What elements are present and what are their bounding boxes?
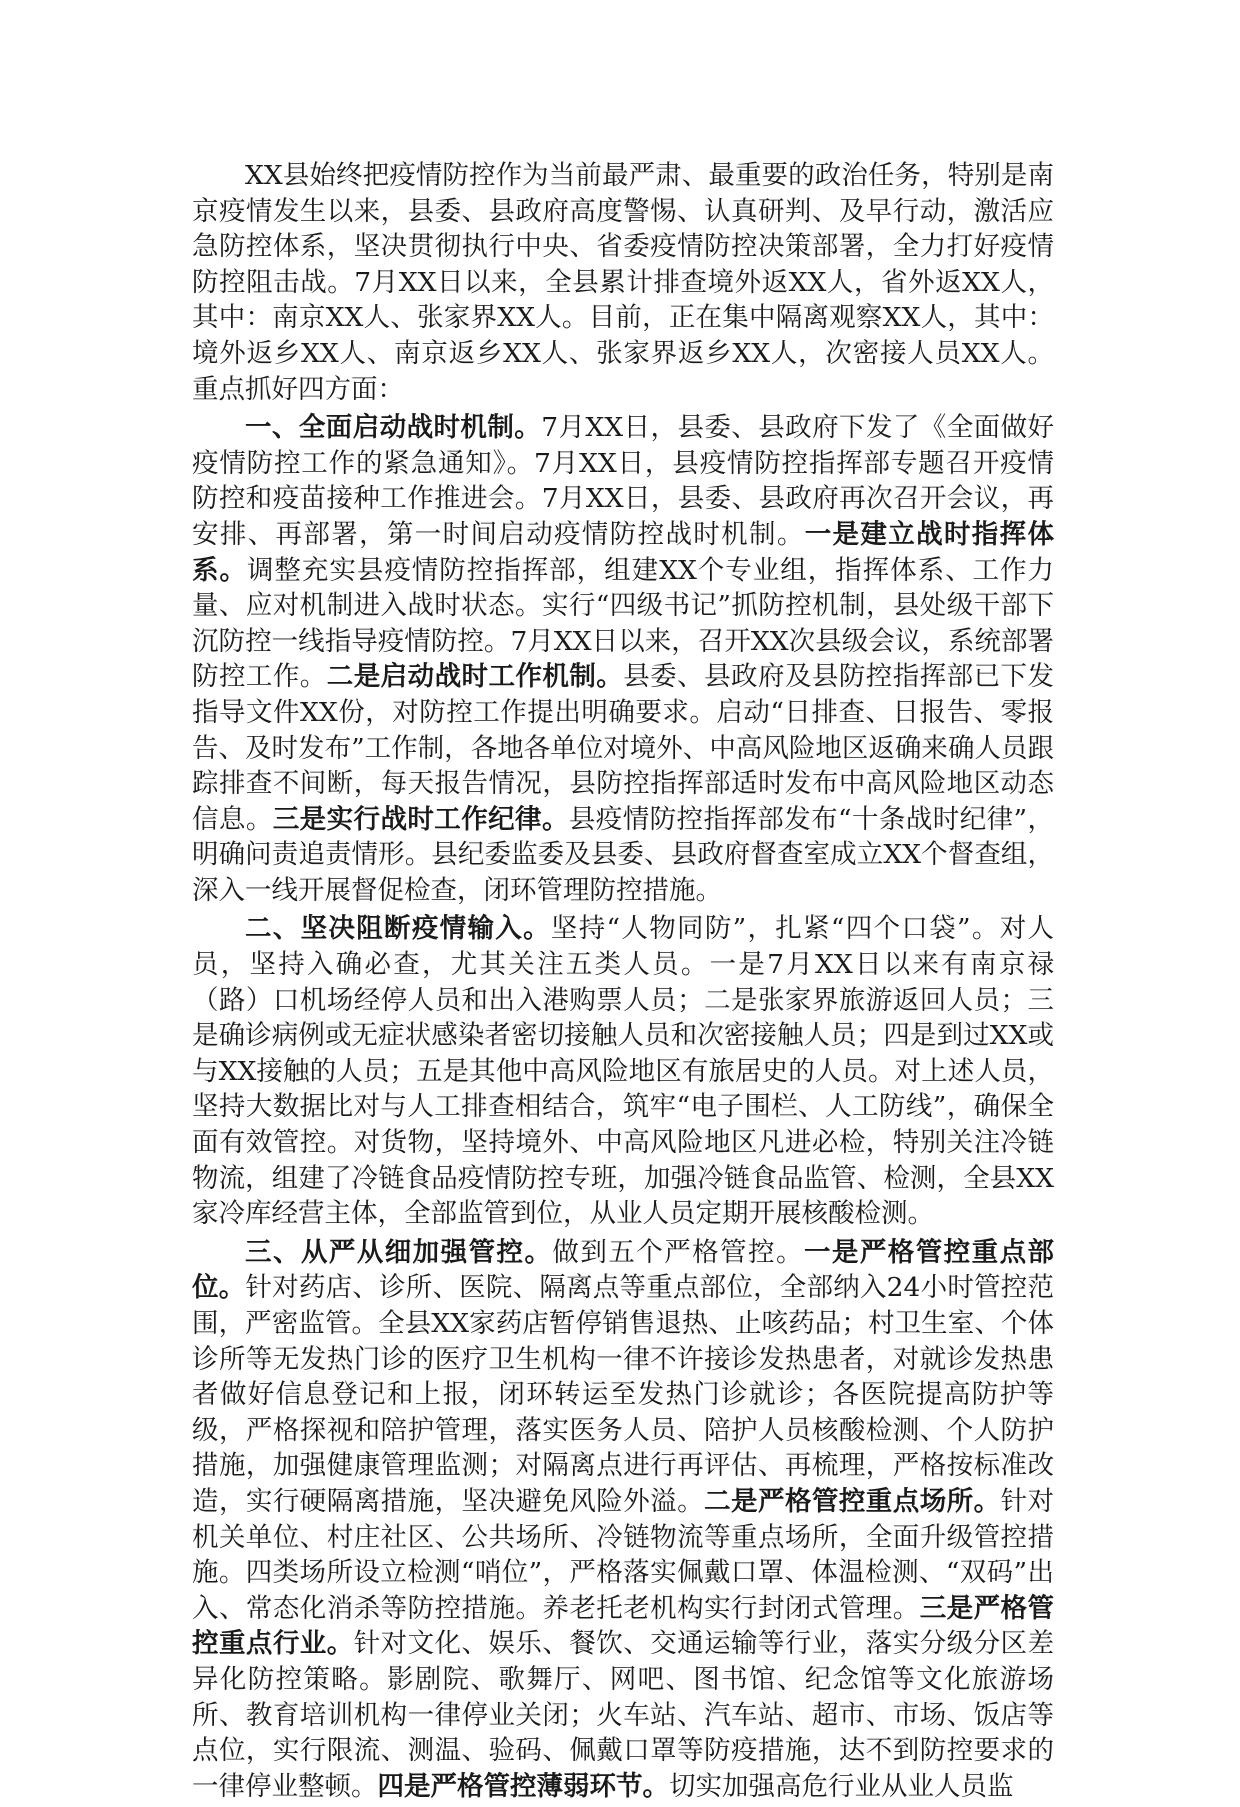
section-heading-text: 三是实行战时工作纪律。 (272, 803, 569, 835)
body-text: 县委、县政府及县防控指挥部已下发指导文件XX份，对防控工作提出明确要求。启动“日排查、日报告、零报告、及时发布”工作制，各地各单位对境外、中高风险地区返确来确人员跟踪排查不间断，每天报告情况，县防控指挥部适时发布中高风险地区动态信息。 (192, 661, 1055, 835)
section-heading-text: 二、坚决阻断疫情输入。 (245, 913, 551, 945)
paragraph-section-1 (192, 410, 1054, 908)
body-text: 调整充实县疫情防控指挥部，组建XX个专业组，指挥体系、工作力量、应对机制进入战时状态。实行“四级书记”抓防控机制，县处级干部下沉防控一线指导疫情防控。7月XX日以来，召开XX次县级会议，系统部署防控工作。 (192, 554, 1054, 693)
body-text: 7月XX日，县委、县政府下发了《全面做好疫情防控工作的紧急通知》。7月XX日，县疫情防控指挥部专题召开疫情防控和疫苗接种工作推进会。7月XX日，县委、县政府再次召开会议，再安排、再部署，第一时间启动疫情防控战时机制。 (192, 412, 1055, 550)
paragraph-intro (192, 158, 1054, 407)
section-heading-text: 一是严格管控重点部位。 (192, 1236, 1055, 1304)
body-text: 切实加强高危行业从业人员监 (669, 1770, 1014, 1802)
body-text: 县疫情防控指挥部发布“十条战时纪律”，明确问责追责情形。县纪委监委及县委、县政府督查室成立XX个督查组，深入一线开展督促检查，闭环管理防控措施。 (192, 803, 1055, 906)
section-heading-text: 二是启动战时工作机制。 (326, 661, 624, 693)
body-text: 针对文化、娱乐、餐饮、交通运输等行业，落实分级分区差异化防控策略。影剧院、歌舞厅、网吧、图书馆、纪念馆等文化旅游场所、教育培训机构一律停业关闭；火车站、汽车站、超市、市场、饭店等点位，实行限流、测温、验码、佩戴口罩等防疫措施，达不到防控要求的一律停业整顿。 (192, 1628, 1055, 1802)
section-heading-text: 三是严格管控重点行业。 (192, 1592, 1055, 1660)
document-body (192, 158, 1054, 1807)
paragraph-section-3 (192, 1235, 1054, 1805)
paragraph-section-2 (192, 911, 1054, 1231)
section-heading-text: 一、全面启动战时机制。 (245, 412, 542, 444)
body-text: 针对机关单位、村庄社区、公共场所、冷链物流等重点场所，全面升级管控措施。四类场所设立检测“哨位”，严格落实佩戴口罩、体温检测、“双码”出入、常态化消杀等防控措施。养老托老机构实行封闭式管理。 (192, 1485, 1055, 1624)
body-text: 坚持“人物同防”，扎紧“四个口袋”。对人员，坚持入确必查，尤其关注五类人员。一是7月XX日以来有南京禄（路）口机场经停人员和出入港购票人员；二是张家界旅游返回人员；三是确诊病例或无症状感染者密切接触人员和次密接触人员；四是到过XX或与XX接触的人员；五是其他中高风险地区有旅居史的人员。对上述人员，坚持大数据比对与人工排查相结合，筑牢“电子围栏、人工防线”，确保全面有效管控。对货物，坚持境外、中高风险地区凡进必检，特别关注冷链物流，组建了冷链食品疫情防控专班，加强冷链食品监管、检测，全县XX家冷库经营主体，全部监管到位，从业人员定期开展核酸检测。 (192, 913, 1055, 1230)
section-heading-text: 三、从严从细加强管控。 (245, 1236, 553, 1268)
section-heading-text: 一是建立战时指挥体系。 (192, 518, 1055, 586)
body-text: XX县始终把疫情防控作为当前最严肃、最重要的政治任务，特别是南京疫情发生以来，县委、县政府高度警惕、认真研判、及早行动，激活应急防控体系，坚决贯彻执行中央、省委疫情防控决策部署，全力打好疫情防控阻击战。7月XX日以来，全县累计排查境外返XX人，省外返XX人，其中：南京XX人、张家界XX人。目前，正在集中隔离观察XX人，其中：境外返乡XX人、南京返乡XX人、张家界返乡XX人，次密接人员XX人。重点抓好四方面： (192, 160, 1054, 405)
body-text: 针对药店、诊所、医院、隔离点等重点部位，全部纳入24小时管控范围，严密监管。全县XX家药店暂停销售退热、止咳药品；村卫生室、个体诊所等无发热门诊的医疗卫生机构一律不许接诊发热患者，对就诊发热患者做好信息登记和上报，闭环转运至发热门诊就诊；各医院提高防护等级，严格探视和陪护管理，落实医务人员、陪护人员核酸检测、个人防护措施，加强健康管理监测；对隔离点进行再评估、再梳理，严格按标准改造，实行硬隔离措施，坚决避免风险外溢。 (192, 1272, 1054, 1517)
body-text: 做到五个严格管控。 (552, 1236, 804, 1268)
section-heading-text: 二是严格管控重点场所。 (704, 1485, 1001, 1517)
section-heading-text: 四是严格管控薄弱环节。 (377, 1770, 669, 1802)
